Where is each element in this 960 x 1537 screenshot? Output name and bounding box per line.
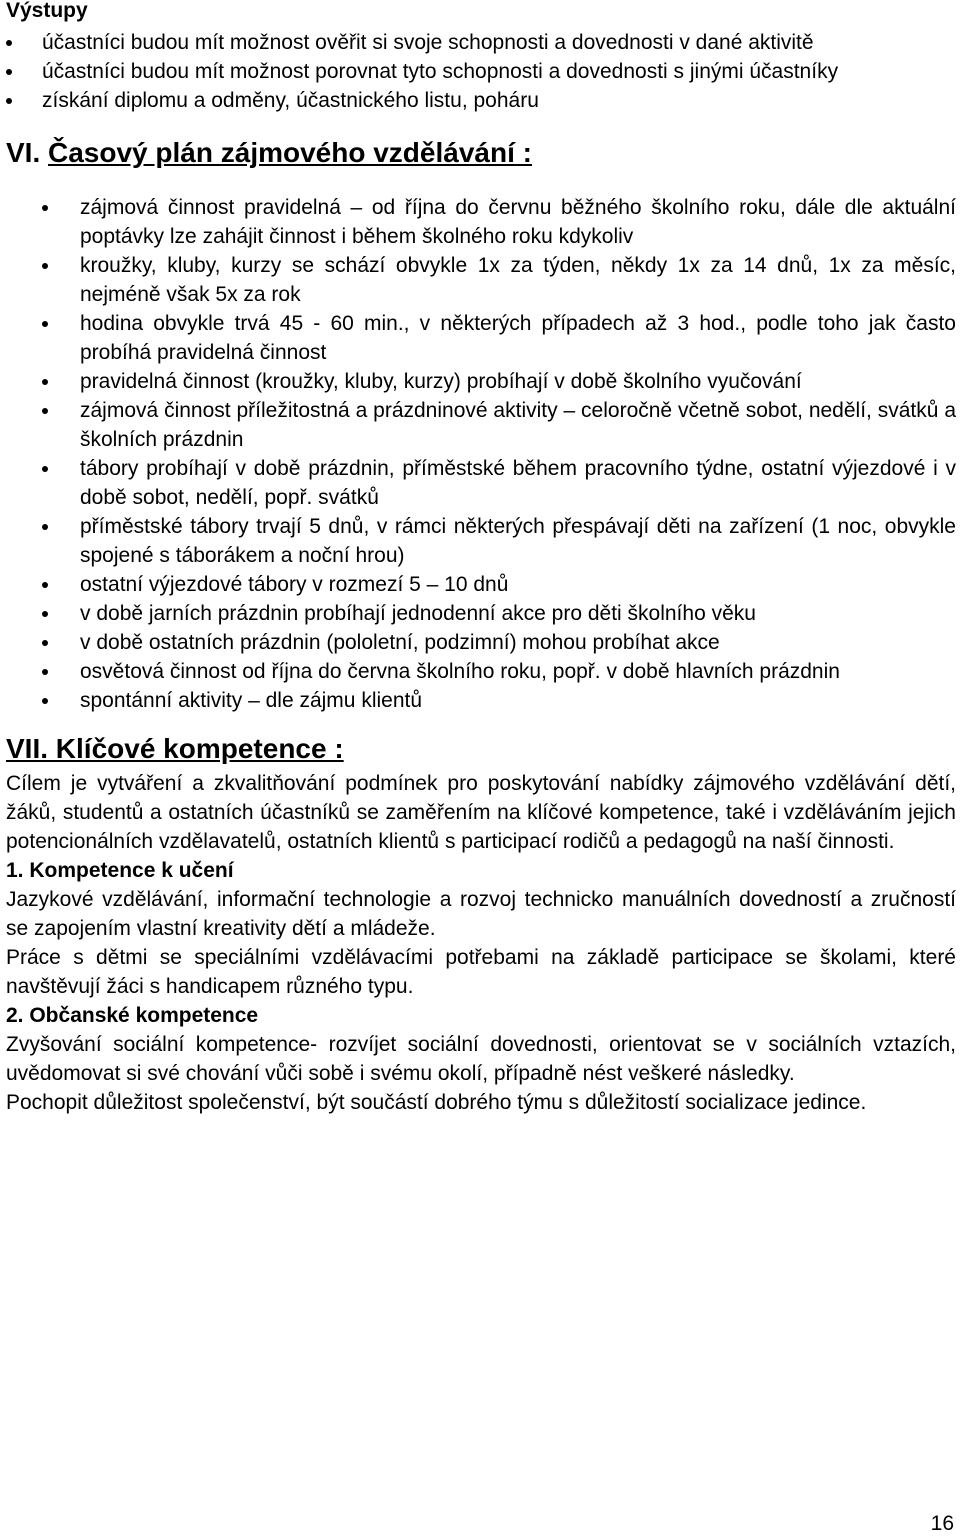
vystupy-list <box>6 28 956 115</box>
list-item: v době ostatních prázdnin (pololetní, podzimní) mohou probíhat akce <box>6 628 956 657</box>
subsection2-heading: 2. Občanské kompetence <box>6 1004 259 1027</box>
list-item: tábory probíhají v době prázdnin, příměstské během pracovního týdne, ostatní výjezdové i v době sobot, nedělí, popř. svátků <box>6 454 956 512</box>
list-item: získání diplomu a odměny, účastnického listu, poháru <box>6 86 956 115</box>
subsection1-paragraph: Jazykové vzdělávání, informační technologie a rozvoj technicko manuálních dovedností a zručností se zapojením vlastní kreativity dětí a mládeže. <box>6 888 956 940</box>
page-number: 16 <box>930 1512 954 1535</box>
list-item: v době jarních prázdnin probíhají jednodenní akce pro děti školního věku <box>6 599 956 628</box>
section6-heading <box>6 133 956 173</box>
vystupy-heading: Výstupy <box>6 0 88 22</box>
subsection1-paragraph: Práce s dětmi se speciálními vzdělávacími potřebami na základě participace se školami, které navštěvují žáci s handicapem různého typu. <box>6 946 956 998</box>
list-item: zájmová činnost pravidelná – od října do červnu běžného školního roku, dále dle aktuální poptávky lze zahájit činnost i během školného roku kdykoliv <box>6 193 956 251</box>
section7-intro: Cílem je vytváření a zkvalitňování podmínek pro poskytování nabídky zájmového vzdělávání dětí, žáků, studentů a ostatních účastníků se zaměřením na klíčové kompetence, také i vzděláváním jejich potencionálních vzdělavatelů, ostatních klientů s participací rodičů a pedagogů na naší činnosti. <box>6 772 956 853</box>
subsection2-paragraph: Zvyšování sociální kompetence- rozvíjet sociální dovednosti, orientovat se v sociálních vztazích, uvědomovat si své chování vůči sobě i svému okolí, případně nést veškeré následky. <box>6 1033 956 1085</box>
list-item: spontánní aktivity – dle zájmu klientů <box>6 686 956 715</box>
list-item: zájmová činnost příležitostná a prázdninové aktivity – celoročně včetně sobot, nedělí, svátků a školních prázdnin <box>6 396 956 454</box>
document-page <box>6 0 956 1117</box>
list-item: pravidelná činnost (kroužky, kluby, kurzy) probíhají v době školního vyučování <box>6 367 956 396</box>
section7-heading: VII. Klíčové kompetence : <box>6 733 344 764</box>
list-item: osvětová činnost od října do června školního roku, popř. v době hlavních prázdnin <box>6 657 956 686</box>
subsection1-heading: 1. Kompetence k učení <box>6 859 234 882</box>
list-item: kroužky, kluby, kurzy se schází obvykle 1x za týden, někdy 1x za 14 dnů, 1x za měsíc, nejméně však 5x za rok <box>6 251 956 309</box>
list-item: účastníci budou mít možnost ověřit si svoje schopnosti a dovednosti v dané aktivitě <box>6 28 956 57</box>
list-item: příměstské tábory trvají 5 dnů, v rámci některých přespávají děti na zařízení (1 noc, obvykle spojené s táborákem a noční hrou) <box>6 512 956 570</box>
list-item: hodina obvykle trvá 45 - 60 min., v některých případech až 3 hod., podle toho jak často probíhá pravidelná činnost <box>6 309 956 367</box>
list-item: ostatní výjezdové tábory v rozmezí 5 – 10 dnů <box>6 570 956 599</box>
section6-title: Časový plán zájmového vzdělávání : <box>48 137 532 168</box>
section6-number: VI. <box>6 137 41 168</box>
section6-list <box>6 193 956 715</box>
list-item: účastníci budou mít možnost porovnat tyto schopnosti a dovednosti s jinými účastníky <box>6 57 956 86</box>
subsection2-paragraph: Pochopit důležitost společenství, být součástí dobrého týmu s důležitostí socializace jedince. <box>6 1091 867 1114</box>
